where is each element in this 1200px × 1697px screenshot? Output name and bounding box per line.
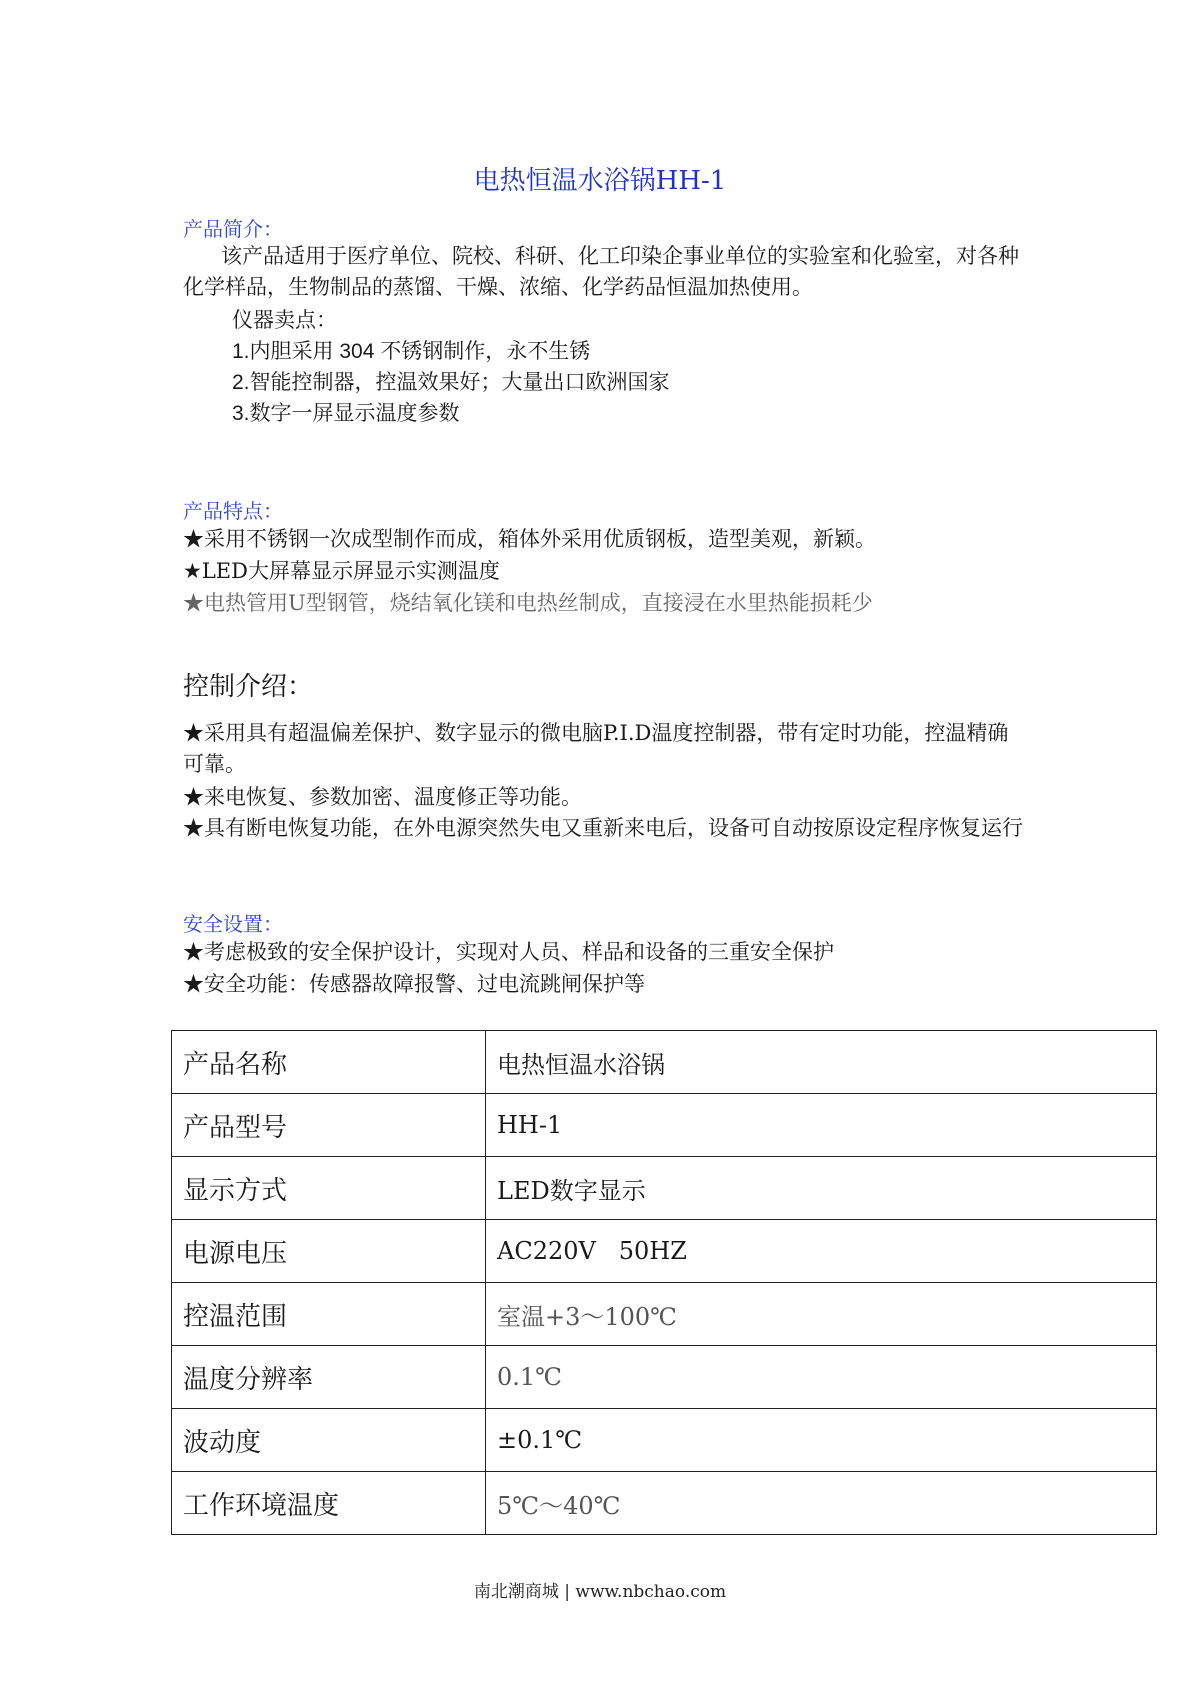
features-heading: 产品特点：	[183, 499, 283, 523]
spec-key: 温度分辨率	[172, 1346, 486, 1409]
spec-key: 电源电压	[172, 1220, 486, 1283]
feature-item: ★采用不锈钢一次成型制作而成，箱体外采用优质钢板，造型美观，新颖。	[183, 527, 876, 551]
intro-heading: 产品简介：	[183, 217, 283, 241]
control-item: ★来电恢复、参数加密、温度修正等功能。	[183, 785, 582, 809]
spec-value: HH-1	[486, 1094, 1157, 1157]
document-title: 电热恒温水浴锅HH-1	[473, 166, 727, 196]
table-row	[172, 1031, 1157, 1094]
table-row	[172, 1094, 1157, 1157]
selling-point-item: 2.智能控制器，控温效果好；大量出口欧洲国家	[232, 371, 670, 394]
table-row	[172, 1346, 1157, 1409]
spec-key: 产品名称	[172, 1031, 486, 1094]
spec-value: ±0.1℃	[486, 1409, 1157, 1472]
selling-points-title: 仪器卖点：	[232, 308, 337, 332]
control-item: ★采用具有超温偏差保护、数字显示的微电脑P.I.D温度控制器，带有定时功能，控温精确可靠。	[183, 721, 1009, 776]
table-row	[172, 1409, 1157, 1472]
spec-value: AC220V 50HZ	[486, 1220, 1157, 1283]
spec-key: 波动度	[172, 1409, 486, 1472]
spec-key: 工作环境温度	[172, 1472, 486, 1535]
control-heading: 控制介绍：	[183, 672, 314, 702]
feature-item: ★电热管用U型钢管，烧结氧化镁和电热丝制成，直接浸在水里热能损耗少	[183, 591, 873, 615]
selling-point-item: 1.内胆采用 304 不锈钢制作，永不生锈	[232, 340, 591, 363]
feature-item: ★LED大屏幕显示屏显示实测温度	[183, 559, 500, 583]
safety-item: ★考虑极致的安全保护设计，实现对人员、样品和设备的三重安全保护	[183, 940, 834, 964]
control-item: ★具有断电恢复功能，在外电源突然失电又重新来电后，设备可自动按原设定程序恢复运行	[183, 816, 1023, 840]
spec-value: 0.1℃	[486, 1346, 1157, 1409]
spec-value: LED数字显示	[486, 1157, 1157, 1220]
spec-value: 电热恒温水浴锅	[486, 1031, 1157, 1094]
table-row	[172, 1157, 1157, 1220]
table-row	[172, 1472, 1157, 1535]
spec-table	[171, 1030, 1157, 1535]
table-row	[172, 1283, 1157, 1346]
intro-paragraph: 该产品适用于医疗单位、院校、科研、化工印染企事业单位的实验室和化验室，对各种化学样品，生物制品的蒸馏、干燥、浓缩、化学药品恒温加热使用。	[183, 244, 1019, 299]
spec-value: 室温+3～100℃	[486, 1283, 1157, 1346]
spec-key: 控温范围	[172, 1283, 486, 1346]
spec-key: 显示方式	[172, 1157, 486, 1220]
safety-heading: 安全设置：	[183, 912, 283, 936]
page-footer: 南北潮商城 | www.nbchao.com	[473, 1582, 727, 1602]
spec-key: 产品型号	[172, 1094, 486, 1157]
table-row	[172, 1220, 1157, 1283]
safety-item: ★安全功能：传感器故障报警、过电流跳闸保护等	[183, 972, 645, 996]
selling-point-item: 3.数字一屏显示温度参数	[232, 402, 460, 425]
spec-value: 5℃～40℃	[486, 1472, 1157, 1535]
